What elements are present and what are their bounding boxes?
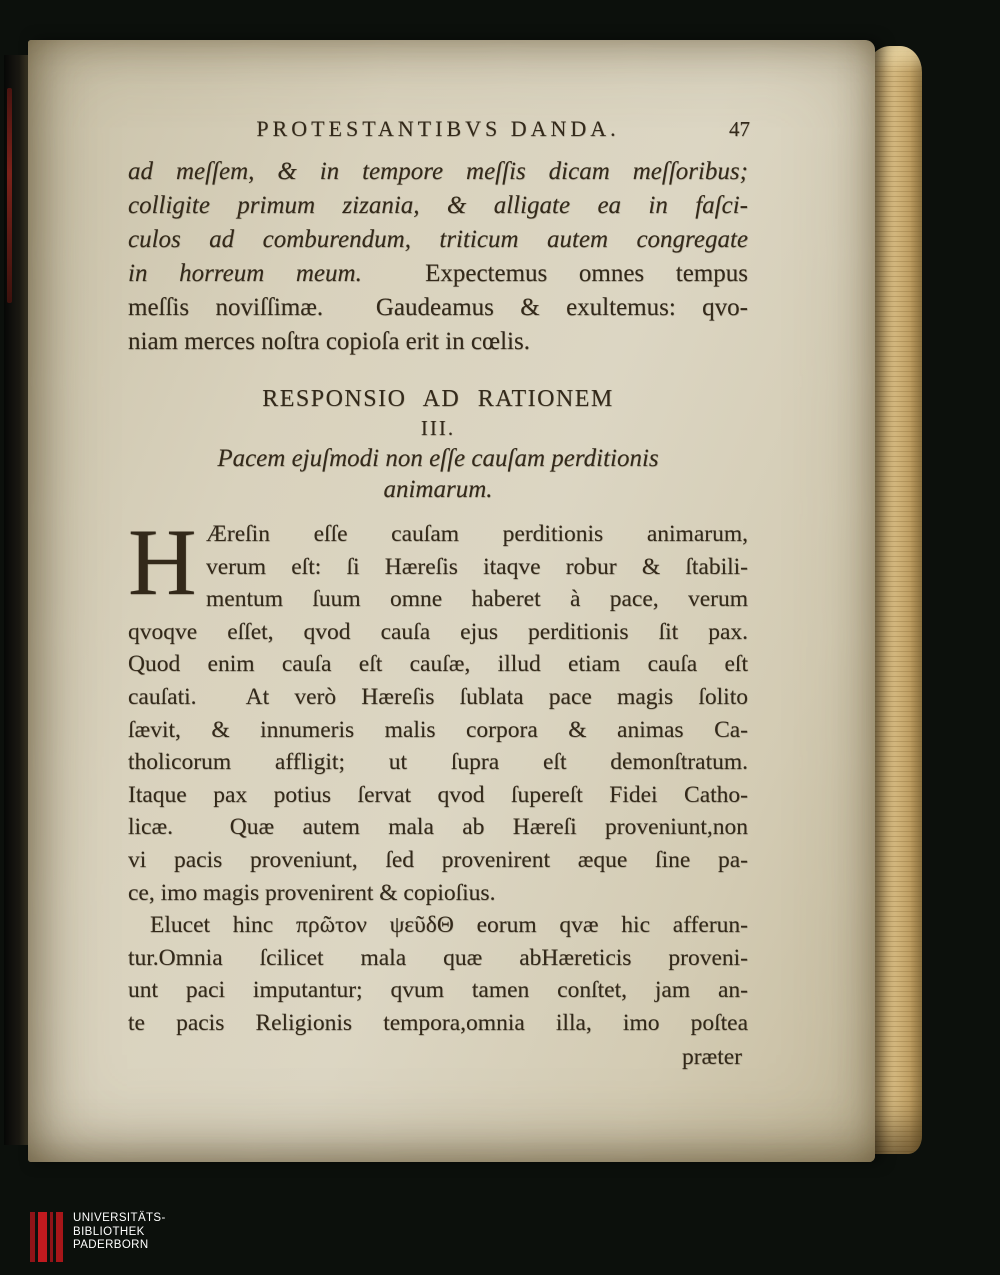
catchword-text: præter bbox=[681, 1043, 742, 1070]
body-line: vi pacis proveniunt, ſed provenirent æque ſine pa- bbox=[128, 846, 748, 873]
body-line: Elucet hinc πρῶτον ψεῦδΘ eorum qvæ hic afferun- bbox=[150, 912, 748, 939]
logo-bar bbox=[56, 1212, 63, 1262]
library-name bbox=[73, 1212, 166, 1253]
quote-italic-text: culos ad comburendum, triticum autem congregate bbox=[128, 226, 748, 253]
body-line: tholicorum affligit; ut ſupra eſt demonſtratum. bbox=[128, 749, 748, 776]
body-line: verum eſt: ſi Hæreſis itaqve robur & ſtabili- bbox=[206, 553, 748, 580]
catchword bbox=[128, 1040, 748, 1074]
quote-line bbox=[128, 223, 748, 257]
section-subtitle-line: Pacem ejuſmodi non eſſe cauſam perditionis bbox=[217, 445, 659, 472]
quote-line bbox=[128, 189, 748, 223]
quote-line bbox=[128, 155, 748, 189]
body-line: tur.Omnia ſcilicet mala quæ abHæreticis proveni- bbox=[128, 944, 748, 971]
body-line: unt paci imputantur; qvum tamen conſtet, jam an- bbox=[128, 977, 748, 1004]
quote-italic-text: colligite primum zizania, & alligate ea in faſci- bbox=[128, 192, 748, 219]
library-watermark bbox=[30, 1212, 166, 1262]
body-line: licæ. Quæ autem mala ab Hæreſi proveniunt,non bbox=[128, 814, 748, 841]
logo-bars bbox=[30, 1212, 66, 1262]
section-heading: RESPONSIO AD RATIONEM bbox=[262, 386, 614, 412]
logo-bar bbox=[50, 1212, 53, 1262]
quote-italic-text: ad meſſem, & in tempore meſſis dicam meſſoribus; bbox=[128, 158, 748, 185]
quote-italic-text: in horreum meum. bbox=[128, 260, 362, 287]
library-name-line: BIBLIOTHEK bbox=[73, 1225, 145, 1238]
body-line: Itaque pax potius ſervat qvod ſupereſt Fidei Catho- bbox=[128, 781, 748, 808]
section-subtitle-line: animarum. bbox=[383, 476, 493, 503]
page-content bbox=[128, 116, 748, 1074]
body-line: qvoqve eſſet, qvod cauſa ejus perditionis ſit pax. bbox=[128, 618, 748, 645]
quote-line bbox=[128, 257, 748, 291]
body-block bbox=[128, 509, 748, 1040]
body-line: te pacis Religionis tempora,omnia illa, imo poſtea bbox=[128, 1009, 748, 1036]
quote-block bbox=[128, 155, 748, 359]
library-name-line: UNIVERSITÄTS- bbox=[73, 1212, 166, 1224]
library-name-line: PADERBORN bbox=[73, 1239, 149, 1251]
logo-bar bbox=[38, 1212, 47, 1262]
body-line: ce, imo magis provenirent & copioſius. bbox=[128, 879, 496, 906]
quote-roman-text: meſſis noviſſimæ. Gaudeamus & exultemus: qvo- bbox=[128, 294, 748, 321]
book-page bbox=[28, 40, 875, 1162]
page-number: 47 bbox=[729, 117, 750, 141]
quote-roman-text: niam merces noſtra copioſa erit in cœlis. bbox=[128, 328, 530, 355]
logo-bar bbox=[30, 1212, 35, 1262]
body-line: Quod enim cauſa eſt cauſæ, illud etiam cauſa eſt bbox=[128, 651, 748, 678]
body-line: Æreſin eſſe cauſam perditionis animarum, bbox=[206, 521, 748, 547]
body-line: ſævit, & innumeris malis corpora & animas Ca- bbox=[128, 716, 748, 743]
quote-roman-text: Expectemus omnes tempus bbox=[361, 260, 748, 287]
body-line: mentum ſuum omne haberet à pace, verum bbox=[206, 586, 748, 613]
left-page-edge-sliver bbox=[7, 88, 12, 303]
body-line: cauſati. At verò Hæreſis ſublata pace magis ſolito bbox=[128, 683, 748, 710]
running-title: PROTESTANTIBVS DANDA. bbox=[256, 116, 620, 141]
page-header bbox=[128, 116, 748, 146]
drop-cap-initial: H bbox=[128, 509, 197, 615]
quote-line bbox=[128, 291, 748, 325]
section-numeral: III. bbox=[420, 416, 456, 440]
quote-line bbox=[128, 325, 748, 359]
